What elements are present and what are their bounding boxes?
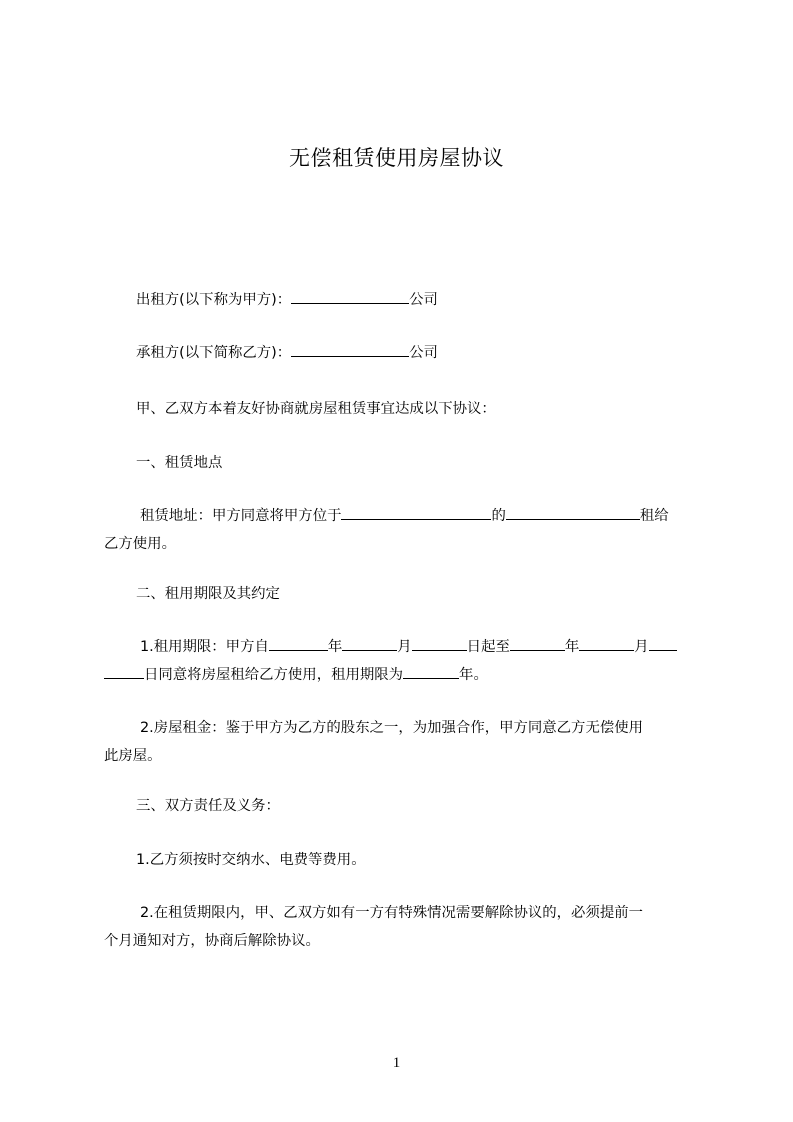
rent-line-1: 2.房屋租金：鉴于甲方为乙方的股东之一，为加强合作，甲方同意乙方无偿使用 xyxy=(140,720,644,736)
lessee-label: 承租方(以下简称乙方)： xyxy=(136,345,292,361)
lessee-name-blank xyxy=(291,341,409,357)
duty-item-2-line-2: 个月通知对方，协商后解除协议。 xyxy=(104,933,320,949)
address-mid: 的 xyxy=(491,508,506,524)
term-line-1 xyxy=(140,633,740,661)
section2-heading: 二、租用期限及其约定 xyxy=(136,586,280,602)
duty-item-2-line-1: 2.在租赁期限内，甲、乙双方如有一方有特殊情况需要解除协议的，必须提前一 xyxy=(140,905,644,921)
end-month-blank xyxy=(579,635,634,651)
address-suffix: 租给 xyxy=(639,508,669,524)
start-year-blank xyxy=(269,635,328,651)
start-day-blank xyxy=(412,635,467,651)
lessee-suffix: 公司 xyxy=(409,345,438,361)
end-day-blank-part2 xyxy=(104,663,144,679)
start-year-label: 年 xyxy=(327,639,343,655)
address-property-blank xyxy=(506,504,640,520)
start-month-label: 月 xyxy=(397,639,412,655)
rent-line-2: 此房屋。 xyxy=(104,748,162,764)
page-number: 1 xyxy=(392,1055,401,1071)
lessor-line xyxy=(136,286,736,314)
end-year-blank xyxy=(510,635,565,651)
document-title: 无偿租赁使用房屋协议 xyxy=(289,146,504,170)
address-location-blank xyxy=(341,504,491,520)
term-line-2 xyxy=(104,661,704,689)
address-line-2: 乙方使用。 xyxy=(104,536,176,552)
end-month-label: 月 xyxy=(634,639,649,655)
start-day-label: 日起至 xyxy=(466,639,510,655)
address-line-1 xyxy=(140,502,740,530)
end-year-label: 年 xyxy=(564,639,580,655)
duty-item-1: 1.乙方须按时交纳水、电费等费用。 xyxy=(136,852,366,868)
term-prefix: 1.租用期限：甲方自 xyxy=(140,639,269,655)
start-month-blank xyxy=(342,635,397,651)
section1-heading: 一、租赁地点 xyxy=(136,455,223,471)
address-prefix: 租赁地址：甲方同意将甲方位于 xyxy=(140,508,342,524)
intro-paragraph: 甲、乙双方本着友好协商就房屋租赁事宜达成以下协议： xyxy=(136,401,496,417)
term-years-blank xyxy=(403,663,459,679)
lessee-line xyxy=(136,339,736,367)
term-line2-text: 日同意将房屋租给乙方使用，租用期限为 xyxy=(144,667,404,683)
lessor-label: 出租方(以下称为甲方)： xyxy=(136,292,292,308)
lessor-suffix: 公司 xyxy=(409,292,438,308)
lessor-name-blank xyxy=(291,288,409,304)
section3-heading: 三、双方责任及义务： xyxy=(136,798,280,814)
end-day-blank-part1 xyxy=(649,635,677,651)
term-years-end: 年。 xyxy=(459,667,488,683)
